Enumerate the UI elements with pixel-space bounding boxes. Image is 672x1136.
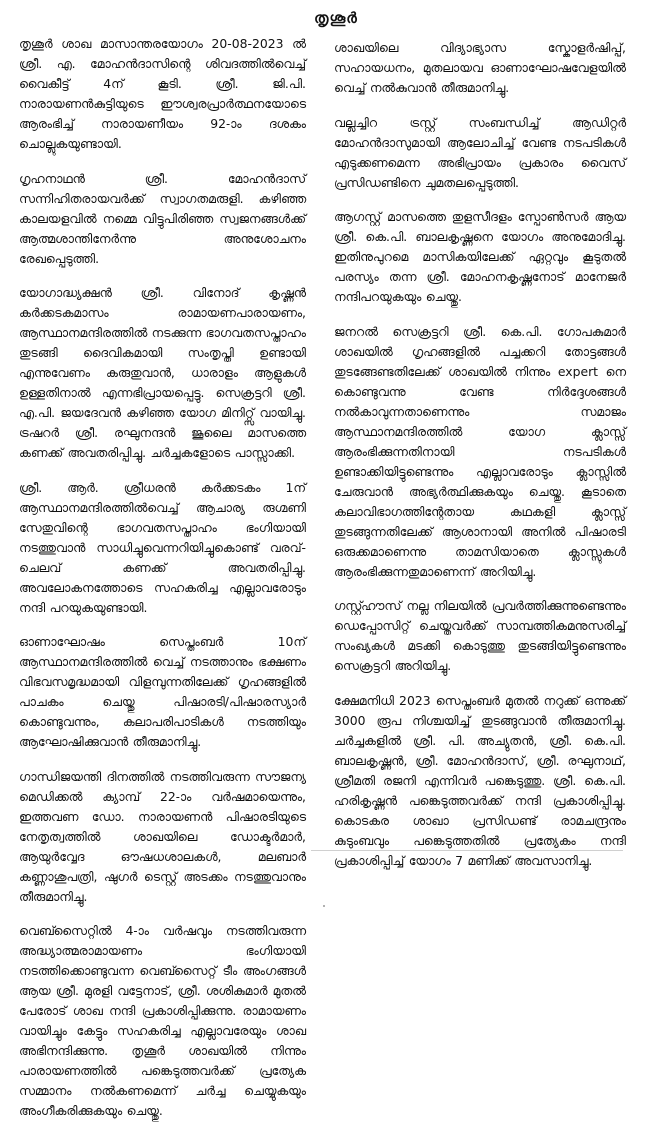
left-column (19, 34, 306, 1136)
page-title: തൃശൂർ (314, 9, 358, 27)
paragraph-bhagavatha-saptaham: ശ്രീ. ആർ. ശ്രീധരൻ കർക്കടകം 1ന് ആസ്ഥാനമന്ദിരത്തിൽവെച്ച് ആചാര്യ രുഗ്മണി സേതുവിന്റെ ഭാഗവതസപ്താഹം ഭംഗിയായി നടത്തുവാൻ സാധിച്ചുവെന്നറിയിച്ചുകൊണ്ട് വരവ്-ചെലവ് കണക്ക് അവതരിപ്പിച്ചു. അവലോകനത്തോടെ സഹകരിച്ച എല്ലാവരോടും നന്ദി പറയുകയുണ്ടായി. (19, 479, 306, 615)
paragraph-website-ramayanam: വെബ്സൈറ്റിൽ 4-ാം വർഷവും നടത്തിവരുന്ന അദ്ധ്യാത്മരാമായണം ഭംഗിയായി നടത്തിക്കൊണ്ടുവന്ന വെബ്സൈറ്റ് ടീം അംഗങ്ങൾ ആയ ശ്രീ. മുരളി വട്ടേനാട്, ശ്രീ. ശശികുമാർ മുതൽ പേരോട് ശാഖ നന്ദി പ്രകാശിപ്പിക്കുന്നു. രാമായണം വായിച്ചും കേട്ടും സഹകരിച്ച എല്ലാവരേയും ശാഖ അഭിനന്ദിക്കുന്നു. തൃശൂർ ശാഖയിൽ നിന്നും പാരായണത്തിൽ പങ്കെടുത്തവർക്ക് പ്രത്യേക സമ്മാനം നൽകണമെന്ന് ചർച്ച ചെയ്യുകയും അംഗീകരിക്കുകയും ചെയ്തു. (19, 923, 306, 1118)
paragraph-welcome-condolence: ഗൃഹനാഥൻ ശ്രീ. മോഹൻദാസ് സന്നിഹിതരായവർക്ക് സ്വാഗതമരുളി. കഴിഞ്ഞ കാലയളവിൽ നമ്മെ വിട്ടുപിരിഞ്ഞ സ്വജനങ്ങൾക്ക് ആത്മശാന്തിനേർന്നു അനുശോചനം രേഖപ്പെടുത്തി. (19, 170, 306, 266)
paragraph-thulaseedalam-sponsor: ആഗസ്റ്റ് മാസത്തെ തുളസീദളം സ്പോൺസർ ആയ ശ്രീ. കെ.പി. ബാലകൃഷ്ണനെ യോഗം അനുമോദിച്ചു. ഇതിനുപുറമെ മാസികയിലേക്ക് ഏറ്റവും കൂടുതൽ പരസ്യം തന്ന ശ്രീ. മോഹനകൃഷ്ണനോട് മാനേജർ നന്ദിപറയുകയും ചെയ്തു. (334, 209, 626, 304)
paragraph-kshemanidhi-closing: ക്ഷേമനിധി 2023 സെപ്തംബർ മുതൽ നറുക്ക് ഒന്നുക്ക് 3000 രൂപ നിശ്ചയിച്ച് തുടങ്ങുവാൻ തീരുമാനിച്ചു. ചർച്ചകളിൽ ശ്രീ. പി. അച്യുതൻ, ശ്രീ. കെ.പി. ബാലകൃഷ്ണൻ, ശ്രീ. മോഹൻദാസ്, ശ്രീ. രഘുനാഥ്, ശ്രീമതി രജനി എന്നിവർ പങ്കെടുത്തു. ശ്രീ. കെ.പി. ഹരികൃഷ്ണൻ പങ്കെടുത്തവർക്ക് നന്ദി പ്രകാശിപ്പിച്ചു. കൊടകര ശാഖാ പ്രസിഡണ്ട് രാമചന്ദ്രനും കുടുംബവും പങ്കെടുത്തതിൽ പ്രത്യേകം നന്ദി പ്രകാശിപ്പിച്ച് യോഗം 7 മണിക്ക് അവസാനിച്ചു. (334, 692, 626, 868)
paragraph-vallachira-trust: വല്ലച്ചിറ ട്രസ്റ്റ് സംബന്ധിച്ച് ആഡിറ്റർ മോഹൻദാസുമായി ആലോചിച്ച് വേണ്ട നടപടികൾ എടുക്കണമെന്ന അഭിപ്രായം പ്രകാരം വൈസ് പ്രസിഡണ്ടിനെ ചുമതലപ്പെടുത്തി. (334, 114, 626, 190)
paragraph-president-minutes: യോഗാദ്ധ്യക്ഷൻ ശ്രീ. വിനോദ് കൃഷ്ണൻ കർക്കടകമാസം രാമായണപാരായണം, ആസ്ഥാനമന്ദിരത്തിൽ നടക്കുന്ന ഭാഗവതസപ്താഹം തുടങ്ങി ദൈവികമായി സംതൃപ്തി ഉണ്ടായി എന്നുവേണം കരുതുവാൻ, ധാരാളം ആളുകൾ ഉള്ളതിനാൽ എന്നഭിപ്രായപ്പെട്ടു. സെക്രട്ടറി ശ്രീ. എ.പി. ജയദേവൻ കഴിഞ്ഞ യോഗ മിനിറ്റ്സ് വായിച്ചു. ട്രഷറർ ശ്രീ. രഘുനന്ദൻ ജൂലൈ മാസത്തെ കണക്ക് അവതരിപ്പിച്ചു. ചർച്ചകളോടെ പാസ്സാക്കി. (19, 285, 306, 460)
paragraph-onam-celebration: ഓണാഘോഷം സെപ്തംബർ 10ന് ആസ്ഥാനമന്ദിരത്തിൽ വെച്ച് നടത്താനും ഭക്ഷണം വിഭവസമൃദ്ധമായി വിളമ്പുന്നതിലേക്ക് ഗൃഹങ്ങളിൽ പാചകം ചെയ്തു പിഷാരടി/പിഷാരസ്യാർ കൊണ്ടുവന്നും, കലാപരിപാടികൾ നടത്തിയും ആഘോഷിക്കുവാൻ തീരുമാനിച്ചു. (19, 634, 306, 749)
right-column (334, 38, 626, 885)
paragraph-guesthouse: ഗസ്റ്റ്ഹൗസ് നല്ല നിലയിൽ പ്രവർത്തിക്കുന്നുണ്ടെന്നും ഡെപ്പോസിറ്റ് ചെയ്തവർക്ക് സാമ്പത്തികമനുസരിച്ച് സംഖ്യകൾ മടക്കി കൊടുത്തു തുടങ്ങിയിട്ടുണ്ടെന്നും സെക്രട്ടറി അറിയിച്ചു. (334, 598, 626, 673)
column-divider (311, 850, 623, 851)
paragraph-scholarship: ശാഖയിലെ വിദ്യാഭ്യാസ സ്കോളർഷിപ്പ്, സഹായധനം, മുതലായവ ഓണാഘോഷവേളയിൽ വെച്ച് നൽകുവാൻ തീരുമാനിച്ചു. (334, 40, 626, 95)
paragraph-medical-camp: ഗാന്ധിജയന്തി ദിനത്തിൽ നടത്തിവരുന്ന സൗജന്യ മെഡിക്കൽ ക്യാമ്പ് 22-ാം വർഷമായെന്നും, ഇത്തവണ ഡോ. നാരായണൻ പിഷാരടിയുടെ നേതൃത്വത്തിൽ ശാഖയിലെ ഡോക്ടർമാർ, ആയുർവ്വേദ ഔഷധശാലകൾ, മലബാർ കണ്ണാശുപത്രി, ഷുഗർ ടെസ്റ്റ് അടക്കം നടത്തുവാനും തീരുമാനിച്ചു. (19, 768, 306, 904)
paragraph-general-secretary: ജനറൽ സെക്രട്ടറി ശ്രീ. കെ.പി. ഗോപകുമാർ ശാഖയിൽ ഗൃഹങ്ങളിൽ പച്ചക്കറി തോട്ടങ്ങൾ തുടങ്ങേണ്ടതിലേക്ക് ശാഖയിൽ നിന്നും expert നെ കൊണ്ടുവന്നു വേണ്ട നിർദ്ദേശങ്ങൾ നൽകാവുന്നതാണെന്നും സമാജം ആസ്ഥാനമന്ദിരത്തിൽ യോഗ ക്ലാസ്സ് ആരംഭിക്കുന്നതിനായി നടപടികൾ ഉണ്ടാക്കിയിട്ടുണ്ടെന്നും എല്ലാവരോടും ക്ലാസ്സിൽ ചേരുവാൻ അഭ്യർത്ഥിക്കുകയും ചെയ്തു. കൂടാതെ കലാവിഭാഗത്തിന്റേതായ കഥകളി ക്ലാസ്സ് തുടങ്ങുന്നതിലേക്ക് ആശാനായി അനിൽ പിഷാരടി ഒരുക്കമാണെന്നു താമസിയാതെ ക്ലാസ്സുകൾ ആരംഭിക്കുന്നതുമാണെന്ന് അറിയിച്ചു. (334, 323, 626, 579)
stray-dot (323, 905, 325, 907)
paragraph-meeting-intro: തൃശൂർ ശാഖ മാസാന്തരയോഗം 20-08-2023 ൽ ശ്രീ. എ. മോഹൻദാസിന്റെ ശിവദത്തിൽവെച്ച് വൈകീട്ട് 4ന് കൂടി. ശ്രീ. ജി.പി. നാരായണൻകുട്ടിയുടെ ഈശ്വരപ്രാർത്ഥനയോടെ ആരംഭിച്ച് നാരായണീയം 92-ാം ദശകം ചൊല്ലുകയുണ്ടായി. (19, 36, 306, 151)
